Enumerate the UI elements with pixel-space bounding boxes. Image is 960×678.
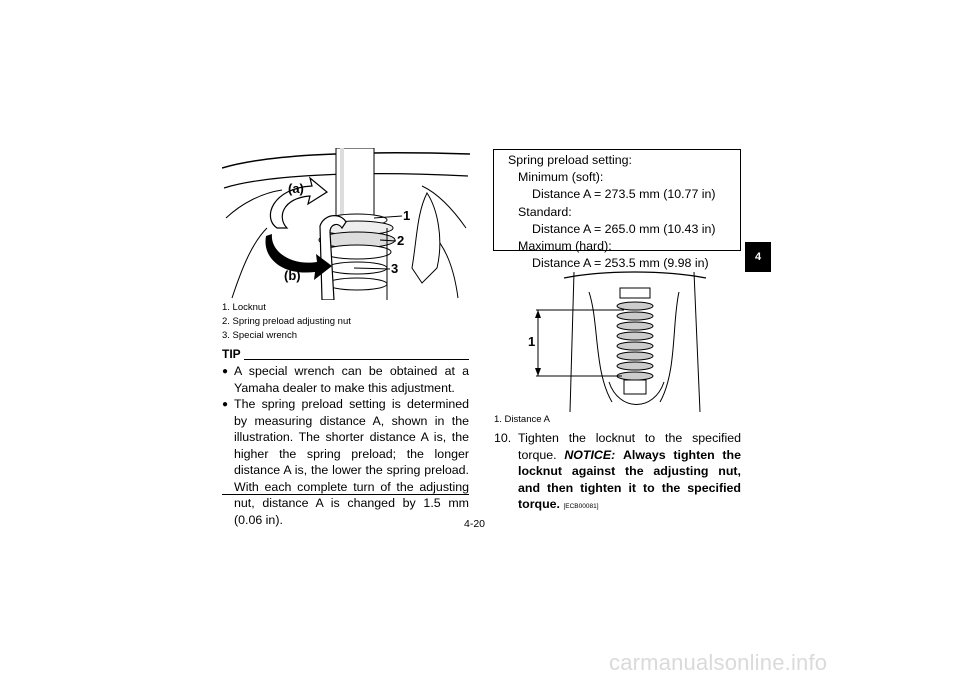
notice-text: Always tighten the locknut against the adjusting nut, and then tighten it to the specified torque. [518,447,742,511]
spec-std-label: Standard: [518,204,572,219]
spring-preload-spec-box [493,149,741,271]
caption-locknut: 1. Locknut [222,302,266,313]
callout-a: (a) [288,181,304,196]
tip-item-text: The spring preload setting is determined by measuring distance A, shown in the illustration. The shorter distance A is, the higher the spring preload; the longer distance A is, the lower the spring preload. With each complete turn of the adjusting nut, distance A is changed by 1.5 mm (0.06 in). [234,397,469,527]
step-text: Tighten the locknut to the specified torque. [518,431,741,462]
section-tab: 4 [745,242,771,272]
callout-3: 3 [391,261,399,276]
tip-item [222,363,469,396]
spec-std-value: Distance A = 265.0 mm (10.43 in) [532,221,716,236]
spec-title: Spring preload setting: [508,153,632,167]
spec-max-value: Distance A = 253.5 mm (9.98 in) [532,256,709,271]
tip-item [222,396,469,528]
callout-b: (b) [284,268,301,283]
callout-1: 1 [403,208,411,223]
callout-distance-a: 1 [528,334,536,349]
figure2-caption: 1. Distance A [494,414,550,425]
bullet-icon: ● [222,366,229,377]
tip-title: TIP [222,347,241,361]
tip-rule [244,349,469,360]
step-10 [494,430,741,516]
notice-label: NOTICE: [564,447,616,462]
spec-max-label: Maximum (hard): [518,239,612,254]
bullet-icon: ● [222,399,229,410]
figure1-captions [222,301,351,343]
caption-special-wrench: 3. Special wrench [222,330,297,341]
callout-2: 2 [397,233,405,248]
tip-box [222,346,469,528]
distance-a-illustration [494,262,742,412]
wrench-illustration [222,148,470,300]
tip-bottom-rule [222,494,469,495]
step-number: 10. [494,431,512,445]
spec-min-value: Distance A = 273.5 mm (10.77 in) [532,187,716,202]
notice-code: [ECB00081] [563,503,599,510]
tip-item-text: A special wrench can be obtained at a Yamaha dealer to make this adjustment. [234,364,469,395]
spec-min-label: Minimum (soft): [518,170,604,185]
page-number: 4-20 [464,518,486,530]
watermark: carmanualsonline.info [609,650,828,675]
caption-adjusting-nut: 2. Spring preload adjusting nut [222,316,351,327]
